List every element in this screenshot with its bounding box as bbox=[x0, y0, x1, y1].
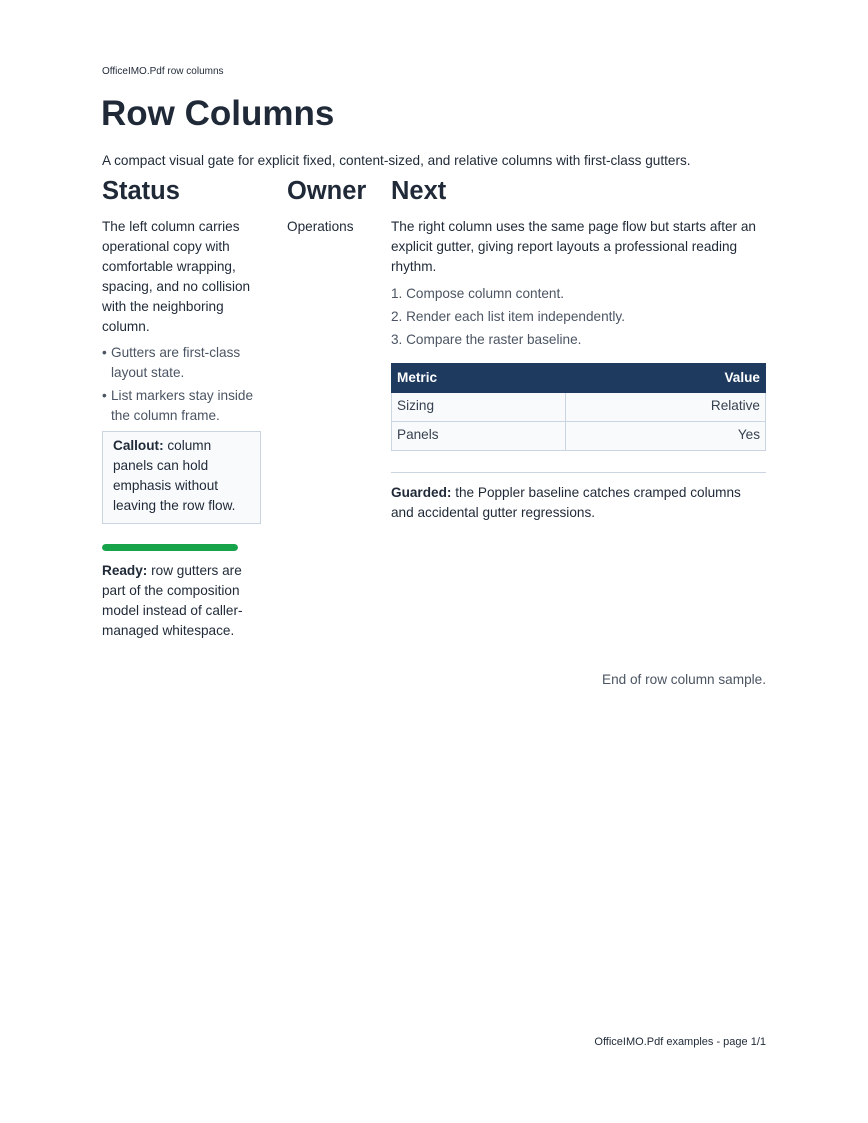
table-row bbox=[392, 393, 766, 422]
end-note: End of row column sample. bbox=[602, 672, 766, 687]
bullet-marker: • bbox=[102, 345, 107, 360]
status-bullet-list bbox=[102, 343, 264, 426]
list-item: 2. Render each list item independently. bbox=[391, 309, 626, 324]
document-header: OfficeIMO.Pdf row columns bbox=[102, 66, 224, 77]
callout-text: column panels can hold emphasis without leaving the row flow. bbox=[113, 438, 236, 513]
page-title: Row Columns bbox=[101, 94, 335, 133]
ready-note bbox=[102, 561, 264, 641]
owner-text: Operations bbox=[287, 219, 354, 234]
guarded-note bbox=[391, 483, 767, 523]
progress-bar-fill bbox=[102, 544, 238, 551]
status-column bbox=[102, 175, 264, 641]
status-paragraph: The left column carries operational copy with comfortable wrapping, spacing, and no collision with the neighboring column. bbox=[102, 219, 251, 334]
ready-text: row gutters are part of the composition model instead of caller-managed whitespace. bbox=[102, 563, 243, 638]
callout-panel bbox=[102, 431, 261, 524]
ready-label: Ready: bbox=[102, 563, 148, 578]
status-heading: Status bbox=[102, 177, 180, 205]
column-header-metric: Metric bbox=[392, 364, 566, 393]
metrics-table bbox=[391, 363, 766, 451]
table-cell: Panels bbox=[392, 422, 566, 451]
owner-heading: Owner bbox=[287, 177, 367, 205]
table-cell: Relative bbox=[566, 393, 766, 422]
list-item bbox=[102, 386, 264, 426]
list-item: 3. Compare the raster baseline. bbox=[391, 332, 582, 347]
list-item bbox=[102, 343, 264, 383]
next-column bbox=[391, 175, 767, 523]
owner-column bbox=[287, 175, 377, 237]
guarded-label: Guarded: bbox=[391, 485, 452, 500]
callout-label: Callout: bbox=[113, 438, 164, 453]
table-header-row bbox=[392, 364, 766, 393]
progress-bar bbox=[102, 544, 238, 551]
list-item-text: Gutters are first-class layout state. bbox=[111, 345, 241, 380]
bullet-marker: • bbox=[102, 388, 107, 403]
steps-list bbox=[391, 284, 767, 350]
next-paragraph: The right column uses the same page flow but starts after an explicit gutter, giving report layouts a professional reading rhythm. bbox=[391, 219, 756, 274]
divider bbox=[391, 472, 766, 473]
intro-text: A compact visual gate for explicit fixed, content-sized, and relative columns with first-class gutters. bbox=[102, 153, 691, 168]
list-item-text: List markers stay inside the column frame. bbox=[111, 388, 254, 423]
next-heading: Next bbox=[391, 177, 447, 205]
table-cell: Sizing bbox=[392, 393, 566, 422]
guarded-text: the Poppler baseline catches cramped columns and accidental gutter regressions. bbox=[391, 485, 741, 520]
list-item: 1. Compose column content. bbox=[391, 286, 565, 301]
column-header-value: Value bbox=[566, 364, 766, 393]
table-row bbox=[392, 422, 766, 451]
page-footer: OfficeIMO.Pdf examples - page 1/1 bbox=[594, 1036, 766, 1048]
table-cell: Yes bbox=[566, 422, 766, 451]
